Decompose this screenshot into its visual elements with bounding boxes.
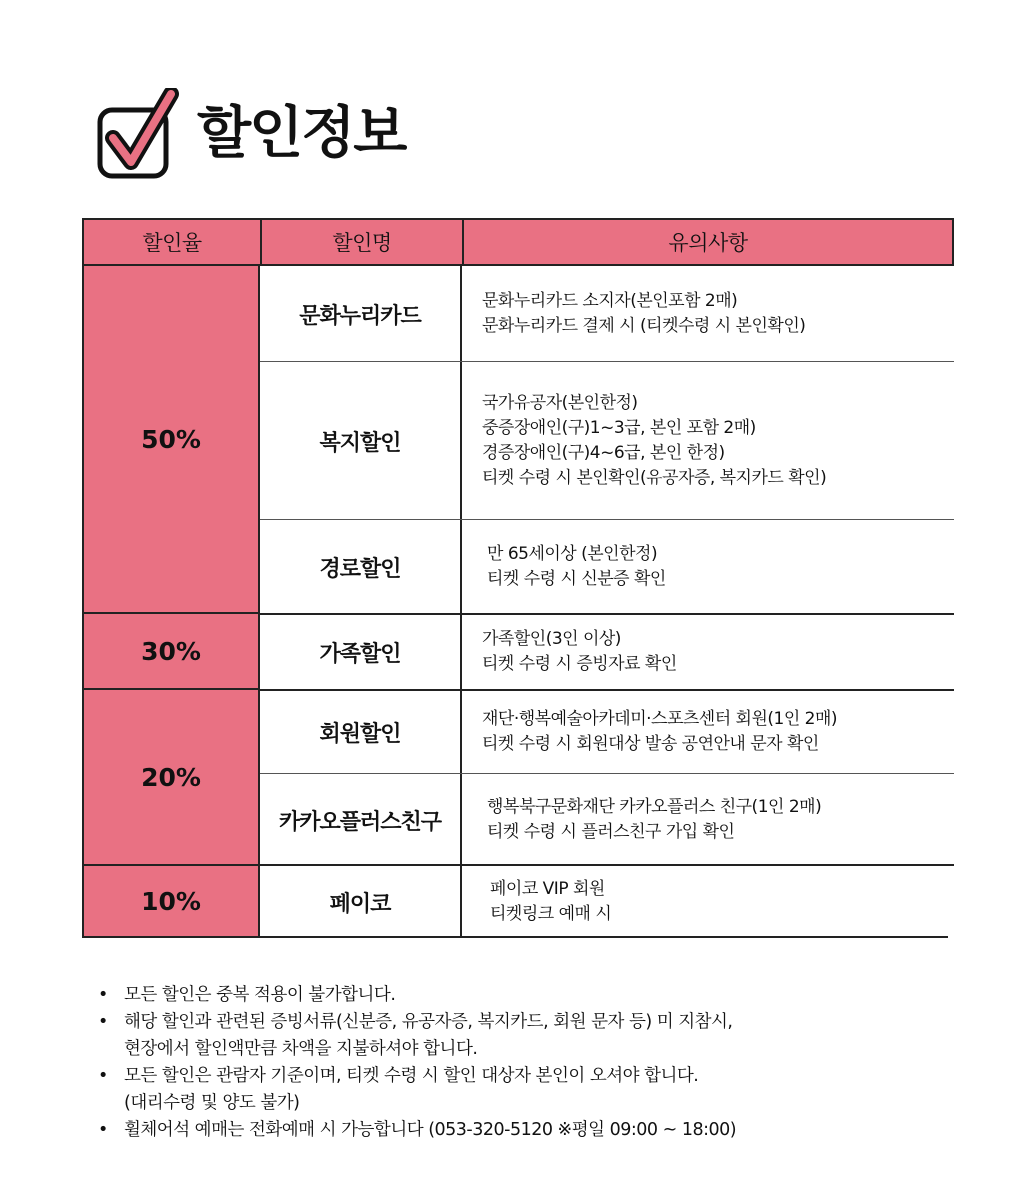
note-line: 만 65세이상 (본인한정) xyxy=(487,544,658,564)
discount-name: 복지할인 xyxy=(260,362,462,520)
discount-notes xyxy=(487,520,666,614)
discount-name: 페이코 xyxy=(260,866,462,938)
row-divider xyxy=(260,773,954,774)
discount-notes xyxy=(487,774,821,866)
bullet: • xyxy=(98,1066,108,1086)
header-rate: 할인율 xyxy=(82,218,262,266)
row-divider xyxy=(260,613,954,615)
page-header xyxy=(97,88,405,180)
notice-text: 현장에서 할인액만큼 차액을 지불하셔야 합니다. xyxy=(124,1039,478,1059)
notice-item xyxy=(98,1063,978,1117)
notice-item xyxy=(98,982,978,1009)
notice-text: 휠체어석 예매는 전화예매 시 가능합니다 (053-320-5120 ※평일 09:00 ~ 18:00) xyxy=(124,1120,737,1140)
bullet: • xyxy=(98,1012,108,1032)
notice-text: 모든 할인은 관람자 기준이며, 티켓 수령 시 할인 대상자 본인이 오셔야 합니다. xyxy=(124,1066,699,1086)
row-divider xyxy=(260,519,954,520)
notice-text: 해당 할인과 관련된 증빙서류(신분증, 유공자증, 복지카드, 회원 문자 등) 미 지참시, xyxy=(124,1012,733,1032)
note-line: 경증장애인(구)4~6급, 본인 한정) xyxy=(482,443,725,463)
row-divider xyxy=(260,864,954,866)
page-title: 할인정보 xyxy=(197,101,406,166)
discount-name: 회원할인 xyxy=(260,690,462,774)
note-line: 페이코 VIP 회원 xyxy=(490,879,605,899)
note-line: 재단·행복예술아카데미·스포츠센터 회원(1인 2매) xyxy=(482,709,838,729)
row-divider xyxy=(260,689,954,691)
notice-text: 모든 할인은 중복 적용이 불가합니다. xyxy=(124,985,396,1005)
note-line: 티켓 수령 시 회원대상 발송 공연안내 문자 확인 xyxy=(482,734,819,754)
notice-text: (대리수령 및 양도 불가) xyxy=(124,1093,300,1113)
bullet: • xyxy=(98,985,108,1005)
note-line: 가족할인(3인 이상) xyxy=(482,629,621,649)
note-line: 행복북구문화재단 카카오플러스 친구(1인 2매) xyxy=(487,797,822,817)
note-line: 티켓 수령 시 증빙자료 확인 xyxy=(482,654,677,674)
header-notes: 유의사항 xyxy=(462,218,954,266)
checkbox-check-icon xyxy=(97,88,181,180)
note-line: 문화누리카드 결제 시 (티켓수령 시 본인확인) xyxy=(482,316,806,336)
row-divider xyxy=(260,936,948,938)
rate-cell-50: 50% xyxy=(82,266,260,614)
discount-name: 경로할인 xyxy=(260,520,462,614)
note-line: 티켓 수령 시 신분증 확인 xyxy=(487,569,666,589)
rate-cell-30: 30% xyxy=(82,614,260,690)
note-line: 티켓링크 예매 시 xyxy=(490,904,612,924)
discount-notes xyxy=(482,690,837,774)
discount-notes xyxy=(482,266,805,362)
discount-table xyxy=(82,218,954,938)
note-line: 문화누리카드 소지자(본인포함 2매) xyxy=(482,291,738,311)
notice-list xyxy=(98,982,978,1144)
notice-item xyxy=(98,1117,978,1144)
rate-cell-10: 10% xyxy=(82,866,260,938)
header-name: 할인명 xyxy=(260,218,464,266)
note-line: 국가유공자(본인한정) xyxy=(482,393,638,413)
row-divider xyxy=(260,361,954,362)
discount-notes xyxy=(490,866,611,938)
note-line: 티켓 수령 시 본인확인(유공자증, 복지카드 확인) xyxy=(482,468,827,488)
notice-item xyxy=(98,1009,978,1063)
discount-notes xyxy=(482,614,677,690)
note-line: 중증장애인(구)1~3급, 본인 포함 2매) xyxy=(482,418,756,438)
discount-name: 가족할인 xyxy=(260,614,462,690)
discount-name: 문화누리카드 xyxy=(260,266,462,362)
bullet: • xyxy=(98,1120,108,1140)
discount-notes xyxy=(482,362,826,520)
note-line: 티켓 수령 시 플러스친구 가입 확인 xyxy=(487,822,735,842)
rate-cell-20: 20% xyxy=(82,690,260,866)
discount-name: 카카오플러스친구 xyxy=(260,774,462,866)
